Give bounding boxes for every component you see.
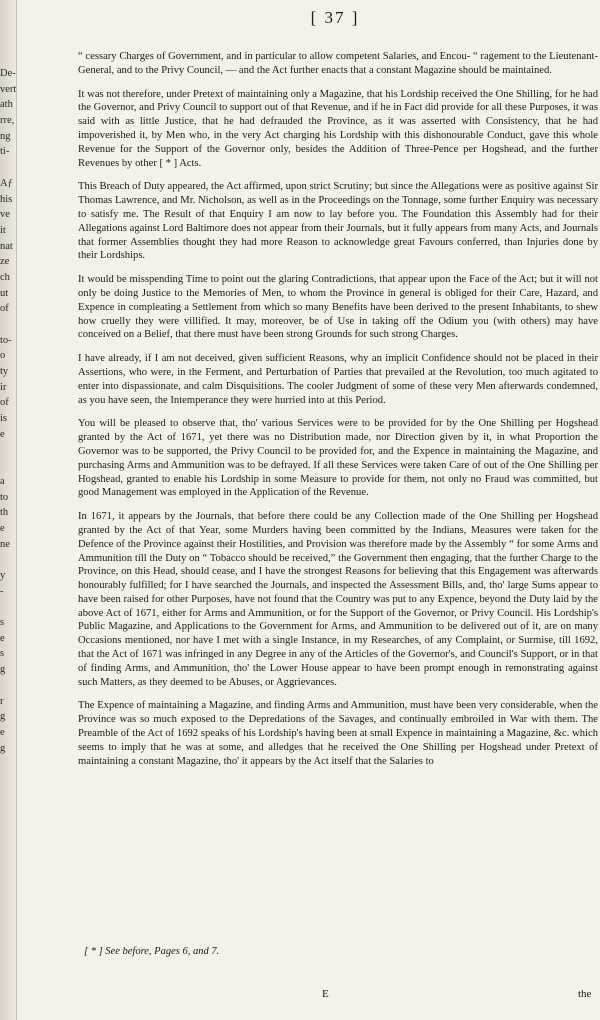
margin-fragment	[0, 458, 22, 474]
margin-fragment: ti-	[0, 146, 10, 158]
margin-fragment: o	[0, 350, 6, 362]
margin-fragment: vert	[0, 83, 17, 95]
paragraph-4: It would be misspending Time to point out the glaring Contradictions, that appear upon the Face of the Act; but it will not only be doing Justice to the Memories of Men, to whom the Province in general is obliged for their Care, Hazard, and Expence in compleating a Settlement from which so many Benefits have been derived to the present Inhabitants, to shew how cruelly they were villified. It may, moreover, be of Use in taking off the Odium you (with others) may have conceived on a Belief, that there must have been strong Grounds for such strong Charges.	[78, 274, 598, 341]
margin-fragment: ty	[0, 366, 9, 378]
margin-fragment: to-	[0, 334, 12, 346]
margin-fragment	[0, 160, 22, 176]
signature-mark: E	[322, 988, 329, 1000]
margin-fragment	[0, 599, 22, 615]
margin-fragment: -	[0, 585, 4, 597]
margin-fragment: ve	[0, 209, 10, 221]
margin-fragment: ch	[0, 271, 10, 283]
margin-fragment: e	[0, 522, 5, 534]
margin-fragment: s	[0, 648, 5, 660]
margin-fragment: e	[0, 428, 5, 440]
paragraph-2: It was not therefore, under Pretext of maintaining only a Magazine, that his Lordship received the One Shilling, for he had the Governor, and Privy Council to support out of that Revenue, and if he in Fact did provide for all these Purposes, it was said with as little Justice, that he had defrauded the Province, as it was asserted with Consistency, that he had impoverished it, by Men who, in the very Act charging his Lordship with this dishonourable Conduct, gave this whole Revenue for the Support of the Governor only, besides the Addition of Three-Pence per Hogshead, and the further Revenues by other [ * ] Acts.	[78, 88, 598, 169]
facing-page-margin-fragments	[0, 66, 22, 772]
margin-fragment: of	[0, 397, 9, 409]
margin-fragment: g	[0, 711, 6, 723]
paragraph-7: In 1671, it appears by the Journals, that before there could be any Collection made of the One Shilling per Hogshead granted by the Act of that Year, some Murders having been committed by the Indians, Measures were taken for the Defence of the Province against their Hostilities, and Provision was therefore made by the Assembly “ for some Arms and Ammunition till the Duty on “ Tobacco should be received,” the Government then engaging, that the further Charge to the Province, on this Head, should cease, and I have the strongest Reasons for believing that this Engagement was afterwards honourably fulfilled; for I have searched the Journals, and inspected the Assessment Bills, and, tho' large Sums appear to have been raised for other Purposes, have not found that the Country was put to any Expence, beyond the Duty laid by the above Act of 1671, either for Arms and Ammunition, or for the Support of the Governor, or Privy Council. His Lordship's Public Magazine, and Applications to the Government for Arms, and Ammunition to be delivered out of it, are on many Occasions mentioned, nor have I met with a single Instance, in my Researches, of any Complaint, or Surmise, till 1692, that the Act of 1671 was infringed in any Degree in any of the Articles of the Governor's, and Council's Support, or in that of finding Arms, and Ammunition, tho' the Lower House appear to have been prompt enough in remonstrating against such Matters, as they deemed to be Abuses, or Aggrievances.	[78, 511, 598, 688]
margin-fragment: Aƒ	[0, 177, 13, 189]
margin-fragment: g	[0, 664, 6, 676]
catchword: the	[578, 988, 592, 1000]
margin-fragment: ut	[0, 287, 9, 299]
paragraph-1: “ cessary Charges of Government, and in particular to allow competent Salaries, and Encou- “ ragement to the Lieutenant-General, and to the Privy Council, — and the Act further enacts that a constant Magazine should be maintained.	[78, 51, 598, 76]
paragraph-5: I have already, if I am not deceived, given sufficient Reasons, why an implicit Confidence should not be placed in their Assertions, who were, in the Ferment, and Perturbation of Parties that prevailed at the Revolution, too much agitated to enter into dispassionate, and calm Disquisitions. The cooler Judgment of some of these very Men afterwards condemned, as you have seen, the Intemperance they were hurried into at this Period.	[78, 353, 598, 406]
margin-fragment: of	[0, 303, 9, 315]
margin-fragment: nat	[0, 240, 13, 252]
margin-fragment: it	[0, 224, 6, 236]
margin-fragment: ze	[0, 256, 10, 268]
margin-fragment: r	[0, 695, 4, 707]
margin-fragment	[0, 552, 22, 568]
margin-fragment: ir	[0, 381, 7, 393]
margin-fragment: De-	[0, 68, 16, 79]
margin-fragment: th	[0, 507, 9, 519]
margin-fragment: is	[0, 413, 8, 425]
margin-fragment	[0, 756, 22, 772]
margin-fragment	[0, 678, 22, 694]
paragraph-3: This Breach of Duty appeared, the Act affirmed, upon strict Scrutiny; but since the Allegations were as positive against Sir Thomas Lawrence, and Mr. Nicholson, as well as in the Proceedings on the Tonnage, some further Enquiry was necessary to satisfy me. The Result of that Enquiry I am now to lay before you. The Foundation this Assembly had for their Allegations against Lord Baltimore does not appear from their Journals, but it fully appears from many Acts, and Journals that former Assemblies thought they had more Reason to acknowledge great Favours conferred, than Injuries done by their Lordships.	[78, 181, 598, 262]
paragraph-6: You will be pleased to observe that, tho' various Services were to be provided for by the One Shilling per Hogshead granted by the Act of 1671, yet there was no Distribution made, nor Direction given by it, in what Proportion the Governor was to be supported, the Privy Council to be provided for, and the Expence in maintaining the Magazine, and purchasing Arms and Ammunition was to be defrayed. If all these Services were taken Care of out of the One Shilling per Hogshead, granted to enable his Lordship in some Measure to provide for them, not only no Fraud was committed, but good Management was employed in the Application of the Revenue.	[78, 418, 598, 499]
margin-fragment: a	[0, 475, 5, 487]
margin-fragment: g	[0, 742, 6, 754]
margin-fragment: his	[0, 193, 13, 205]
margin-fragment: s	[0, 617, 5, 629]
margin-fragment: y	[0, 570, 6, 581]
margin-fragment: e	[0, 726, 5, 738]
text-column	[78, 50, 598, 778]
margin-fragment: e	[0, 632, 5, 644]
margin-fragment	[0, 317, 22, 333]
margin-fragment: to	[0, 491, 9, 503]
page-number: [ 37 ]	[310, 8, 360, 27]
margin-fragment	[0, 443, 22, 459]
margin-fragment: ath	[0, 99, 13, 111]
margin-fragment: ng	[0, 130, 11, 142]
paragraph-8: The Expence of maintaining a Magazine, and finding Arms and Ammunition, must have been very considerable, when the Province was so much exposed to the Depredations of the Savages, and continually embroiled in War with them. The Preamble of the Act of 1692 speaks of his Lordship's having been at small Expence in maintaining a Magazine, &c. which seems to imply that he was at some, and alledges that he received the One Shilling per Hogshead under Pretext of maintaining a constant Magazine, tho' it appears by the Act itself that the Salaries to	[78, 700, 598, 767]
margin-fragment: rre,	[0, 115, 15, 127]
footnote: [ * ] See before, Pages 6, and 7.	[84, 946, 220, 957]
margin-fragment: ne	[0, 538, 10, 550]
